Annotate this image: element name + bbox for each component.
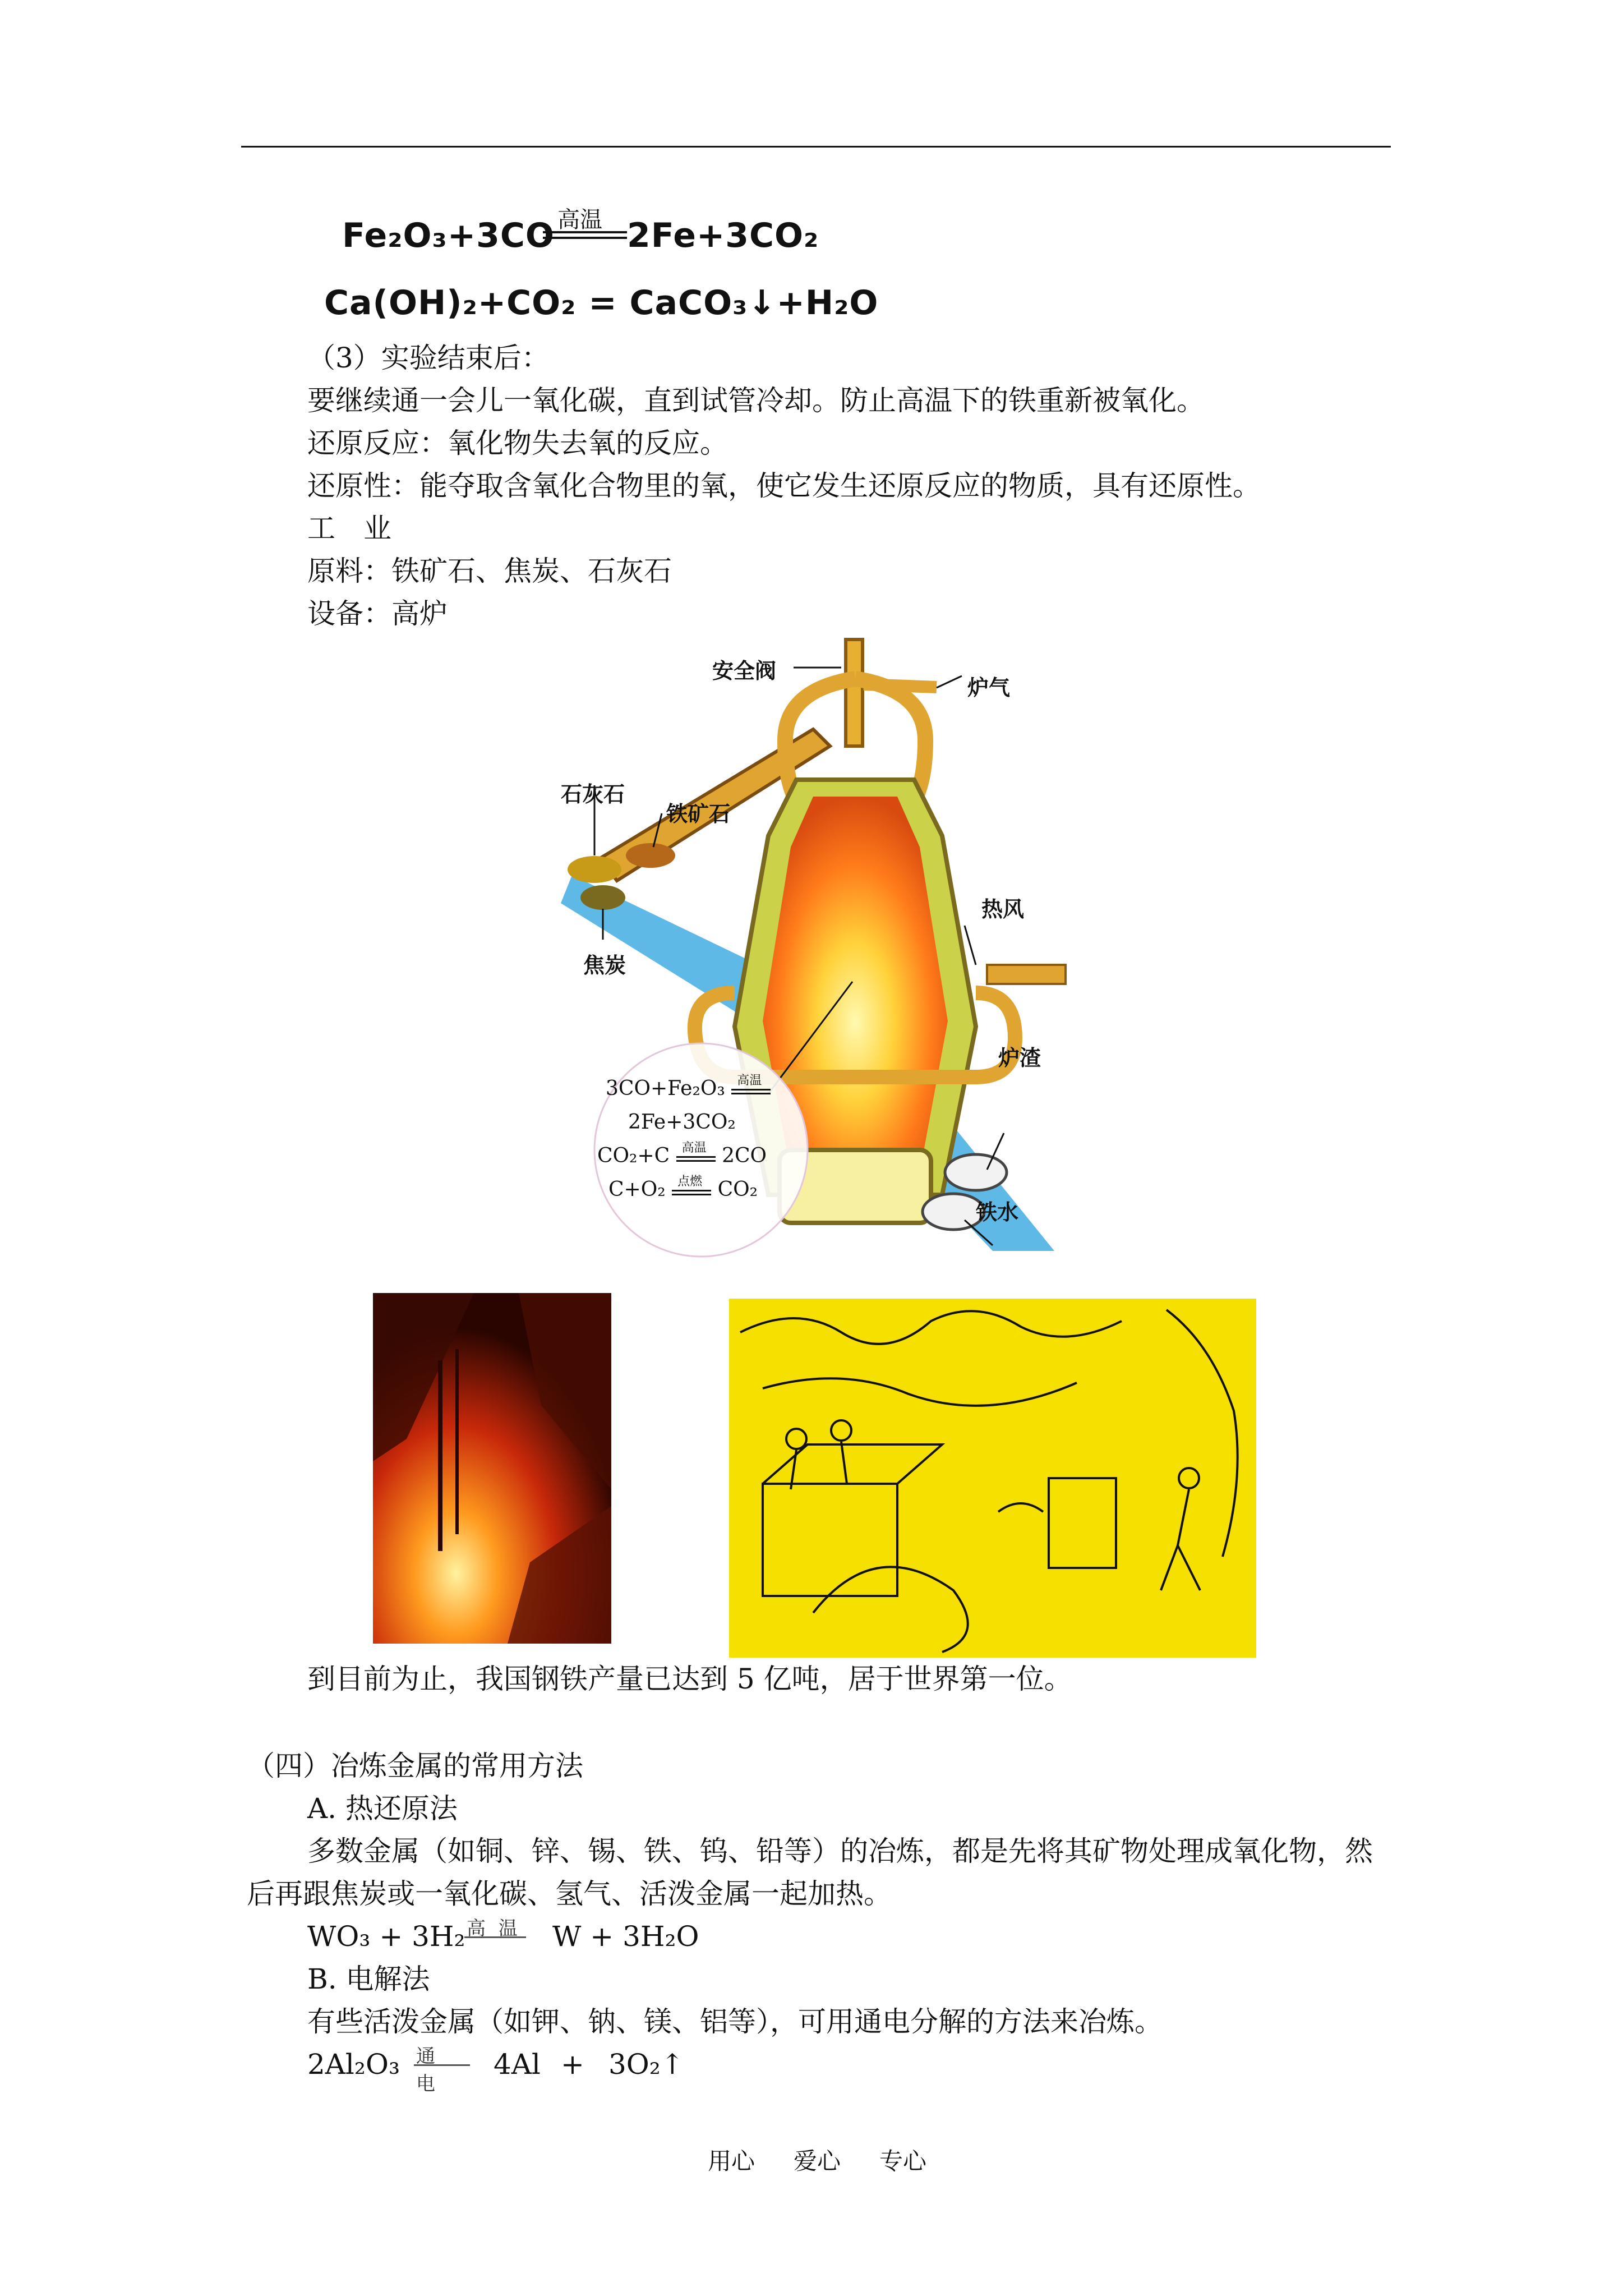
leader-hot-air: [965, 926, 976, 965]
section3-heading: （3）实验结束后：: [307, 342, 550, 374]
reaction-3: [608, 1175, 758, 1202]
leader-gas: [937, 676, 962, 688]
b-eq-underline: [414, 2064, 470, 2066]
label-limestone: 石灰石: [561, 781, 625, 807]
ancient-smelting-art: [729, 1299, 1256, 1658]
label-slag: 炉渣: [998, 1045, 1041, 1070]
limestone-pile: [568, 856, 621, 883]
method-a-text1: 多数金属（如铜、锌、锡、铁、钨、铅等）的冶炼，都是先将其矿物处理成氧化物，然: [307, 1835, 1373, 1867]
method-b-heading: B. 电解法: [307, 1963, 430, 1995]
r2-cond: 高温: [681, 1141, 707, 1155]
ancient-smelting-illustration: [729, 1299, 1256, 1658]
iron-ladle: [923, 1194, 984, 1230]
a-eq-right: W + 3H₂O: [552, 1920, 699, 1953]
steel-mill-photo: [373, 1293, 611, 1644]
r2-line: [676, 1156, 716, 1162]
a-eq-cond: 高 温: [467, 1917, 521, 1940]
reaction-1b: 2Fe+3CO₂: [628, 1111, 736, 1134]
method-a-equation: [307, 1915, 465, 1958]
gas-outlet-pipe: [864, 684, 937, 687]
equation-iron-oxide-reduction: [342, 216, 555, 255]
equation-limewater: [324, 283, 878, 323]
r3-cond: 点燃: [677, 1175, 703, 1189]
section3-line1: 要继续通一会儿一氧化碳，直到试管冷却。防止高温下的铁重新被氧化。: [307, 384, 1205, 417]
footer-word-2: 爱心: [794, 2147, 841, 2175]
reaction-1: [606, 1074, 771, 1101]
eq1-left: Fe₂O₃+3CO: [342, 216, 555, 255]
slag-ladle: [945, 1154, 1007, 1190]
r3-right: CO₂: [717, 1178, 758, 1201]
section3-line3: 还原性：能夺取含氧化合物里的氧，使它发生还原反应的物质，具有还原性。: [307, 470, 1261, 502]
b-eq-plus: +: [561, 2048, 584, 2081]
safety-valve-pipe: [846, 639, 863, 746]
label-safety-valve: 安全阀: [712, 658, 777, 683]
method-b-text: 有些活泼金属（如钾、钠、镁、铝等），可用通电分解的方法来冶炼。: [307, 2005, 1163, 2038]
r3-line: [672, 1190, 711, 1195]
b-eq-left: 2Al₂O₃: [307, 2048, 400, 2081]
footer-word-3: 专心: [879, 2147, 927, 2175]
b-eq-mid: 4Al: [494, 2048, 541, 2081]
r1-line: [731, 1089, 771, 1094]
eq1-right: [627, 216, 819, 255]
footer-word-1: 用心: [708, 2147, 755, 2175]
b-eq-right: 3O₂↑: [608, 2048, 684, 2081]
r1-cond: 高温: [737, 1074, 762, 1088]
b-eq-condition: [414, 2041, 470, 2095]
label-molten-iron: 铁水: [976, 1199, 1019, 1225]
eq1-condition: 高温: [557, 207, 602, 233]
hot-air-pipe: [987, 965, 1066, 984]
eq2-text: Ca(OH)₂+CO₂ = CaCO₃↓+H₂O: [324, 283, 879, 323]
label-coke: 焦炭: [583, 953, 626, 978]
iron-ore-pile: [626, 843, 675, 868]
blast-furnace-diagram: [550, 634, 1088, 1273]
industry-equipment: 设备：高炉: [307, 597, 448, 630]
r1-cond-arrow: [731, 1074, 771, 1101]
r1-left: 3CO+Fe₂O₃: [606, 1077, 725, 1100]
r2-left: CO₂+C: [597, 1144, 670, 1167]
steel-output-text: 到目前为止，我国钢铁产量已达到 5 亿吨，居于世界第一位。: [307, 1663, 1072, 1695]
r3-left: C+O₂: [608, 1178, 666, 1201]
r2-right: 2CO: [722, 1144, 767, 1167]
header-rule: [241, 146, 1391, 148]
label-hot-air: 热风: [981, 896, 1025, 922]
a-eq-underline: [464, 1936, 526, 1938]
b-eq-cond: 通 电: [416, 2045, 439, 2095]
label-furnace-gas: 炉气: [967, 675, 1011, 700]
method-a-text2: 后再跟焦炭或一氧化碳、氢气、活泼金属一起加热。: [247, 1878, 892, 1910]
a-eq-condition: [464, 1913, 526, 1947]
coke-pile: [580, 885, 625, 910]
method-a-heading: A. 热还原法: [307, 1792, 458, 1825]
blast-furnace-illustration: [550, 634, 1088, 1273]
steel-mill-photo-art: [373, 1293, 611, 1644]
industry-materials: 原料：铁矿石、焦炭、石灰石: [307, 555, 672, 587]
industry-heading: 工 业: [307, 512, 391, 545]
double-line: [543, 231, 627, 239]
r3-cond-arrow: [672, 1175, 711, 1202]
label-iron-ore: 铁矿石: [666, 801, 731, 826]
r2-cond-arrow: [676, 1141, 716, 1168]
section3-line2: 还原反应：氧化物失去氧的反应。: [307, 427, 728, 459]
reaction-2: [597, 1141, 767, 1168]
section4-heading: （四）冶炼金属的常用方法: [247, 1750, 583, 1782]
a-eq-left: WO₃ + 3H₂: [307, 1920, 465, 1953]
eq1-condition-arrow: [543, 202, 627, 247]
eq1-right-text: 2Fe+3CO₂: [627, 216, 819, 255]
